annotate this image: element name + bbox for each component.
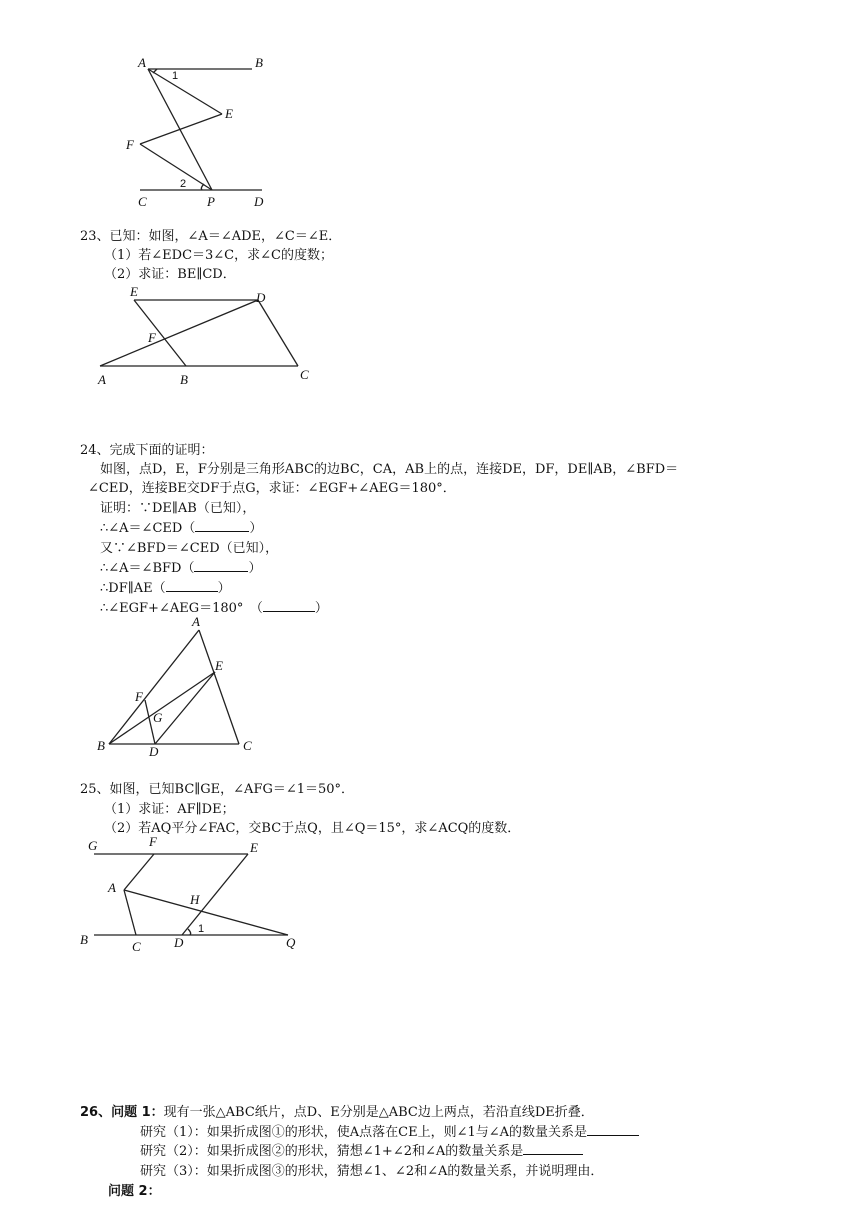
label-angle-2: 2 [180, 178, 187, 190]
segment-ap [148, 69, 212, 190]
answer-blank[interactable] [263, 611, 315, 612]
answer-blank[interactable] [195, 531, 249, 532]
label-c: C [132, 939, 141, 954]
q26-research1 [140, 1124, 639, 1142]
q26-stem: 现有一张△ABC纸片，点D、E分别是△ABC边上两点，若沿直线DE折叠． [163, 1105, 594, 1120]
q24-proof-step2-text: ∴∠A＝∠CED（ [100, 521, 196, 536]
label-h: H [190, 892, 200, 907]
answer-blank[interactable] [523, 1154, 583, 1155]
q24-line1: 如图，点D，E，F分别是三角形ABC的边BC，CA，AB上的点，连接DE，DF，DE∥AB，∠BFD＝ [100, 462, 679, 477]
label-angle-1: 1 [198, 923, 205, 935]
figure-q24 [95, 614, 270, 760]
segment-ac [199, 630, 239, 744]
q25-part2: （2）若AQ平分∠FAC，交BC于点Q，且∠Q＝15°，求∠ACQ的度数． [104, 821, 521, 836]
q23-part2: （2）求证：BE∥CD． [104, 267, 236, 282]
label-d: D [256, 290, 266, 305]
segment-ac [124, 890, 136, 935]
label-d: D [254, 194, 264, 209]
q26-problem2-heading: 问题 2： [108, 1184, 161, 1199]
q24-title: 24、完成下面的证明： [80, 443, 214, 458]
segment-ab [109, 630, 199, 744]
label-f: F [149, 834, 157, 849]
label-e: E [250, 840, 258, 855]
figure-q23 [90, 282, 330, 390]
q26-line [80, 1104, 594, 1122]
label-g: G [88, 838, 98, 853]
label-a: A [108, 880, 116, 895]
q26-problem1-heading: 问题 1： [111, 1105, 164, 1120]
figure-q25 [78, 832, 313, 957]
q23-stem: 23、已知：如图，∠A＝∠ADE，∠C＝∠E． [80, 229, 342, 244]
label-d: D [174, 935, 184, 950]
label-e: E [130, 284, 138, 299]
label-b: B [80, 932, 88, 947]
label-b: B [97, 738, 105, 753]
q24-proof-step5-text: ∴DF∥AE（ [100, 581, 166, 596]
label-f: F [126, 137, 134, 152]
answer-blank[interactable] [587, 1135, 639, 1136]
close-paren: ） [217, 581, 231, 596]
segment-ef [140, 114, 222, 144]
label-a: A [98, 372, 106, 387]
segment-fp [140, 144, 212, 190]
close-paren: ） [249, 521, 263, 536]
label-c: C [138, 194, 147, 209]
q24-line2: ∠CED，连接BE交DF于点G，求证：∠EGF+∠AEG＝180°． [88, 481, 456, 496]
answer-blank[interactable] [194, 571, 248, 572]
label-a: A [138, 55, 146, 70]
q24-proof-step4-text: ∴∠A＝∠BFD（ [100, 561, 195, 576]
q24-proof-step4 [100, 560, 261, 578]
label-b: B [255, 55, 263, 70]
label-c: C [243, 738, 252, 753]
q25-stem: 25、如图，已知BC∥GE，∠AFG＝∠1＝50°． [80, 782, 355, 797]
label-e: E [225, 106, 233, 121]
segment-be [109, 672, 215, 744]
label-f: F [135, 689, 143, 704]
label-g: G [153, 710, 163, 725]
q25-part1: （1）求证：AF∥DE； [104, 802, 235, 817]
segment-fa [124, 854, 154, 890]
q24-proof-step1: 证明：∵DE∥AB（已知）， [100, 501, 256, 516]
label-e: E [215, 658, 223, 673]
q26-research3: 研究（3）：如果折成图③的形状，猜想∠1、∠2和∠A的数量关系，并说明理由． [140, 1164, 604, 1179]
label-p: P [207, 194, 215, 209]
label-b: B [180, 372, 188, 387]
angle-1-arc [188, 929, 191, 935]
close-paren: ） [248, 561, 262, 576]
q26-research2 [140, 1143, 583, 1161]
q24-proof-step5 [100, 580, 231, 598]
q24-proof-step6-text: ∴∠EGF+∠AEG＝180° （ [100, 601, 263, 616]
segment-ed [155, 672, 215, 744]
label-q: Q [286, 935, 296, 950]
q26-research2-text: 研究（2）：如果折成图②的形状，猜想∠1+∠2和∠A的数量关系是 [140, 1144, 524, 1159]
label-f: F [148, 330, 156, 345]
q23-part1: （1）若∠EDC＝3∠C，求∠C的度数； [104, 248, 333, 263]
q26-research1-text: 研究（1）：如果折成图①的形状，使A点落在CE上，则∠1与∠A的数量关系是 [140, 1125, 588, 1140]
figure-q22 [120, 52, 280, 212]
close-paren: ） [314, 601, 328, 616]
label-c: C [300, 367, 309, 382]
q24-proof-step3: 又∵∠BFD＝∠CED（已知）， [100, 541, 279, 556]
segment-aq [124, 890, 288, 935]
q24-proof-step2 [100, 520, 262, 538]
label-d: D [149, 744, 159, 759]
segment-dc [258, 300, 298, 366]
label-angle-1: 1 [172, 70, 179, 82]
q26-number: 26、 [80, 1105, 112, 1120]
segment-ae [148, 69, 222, 114]
answer-blank[interactable] [166, 591, 218, 592]
label-a: A [192, 614, 200, 629]
angle-2-arc [201, 184, 204, 190]
